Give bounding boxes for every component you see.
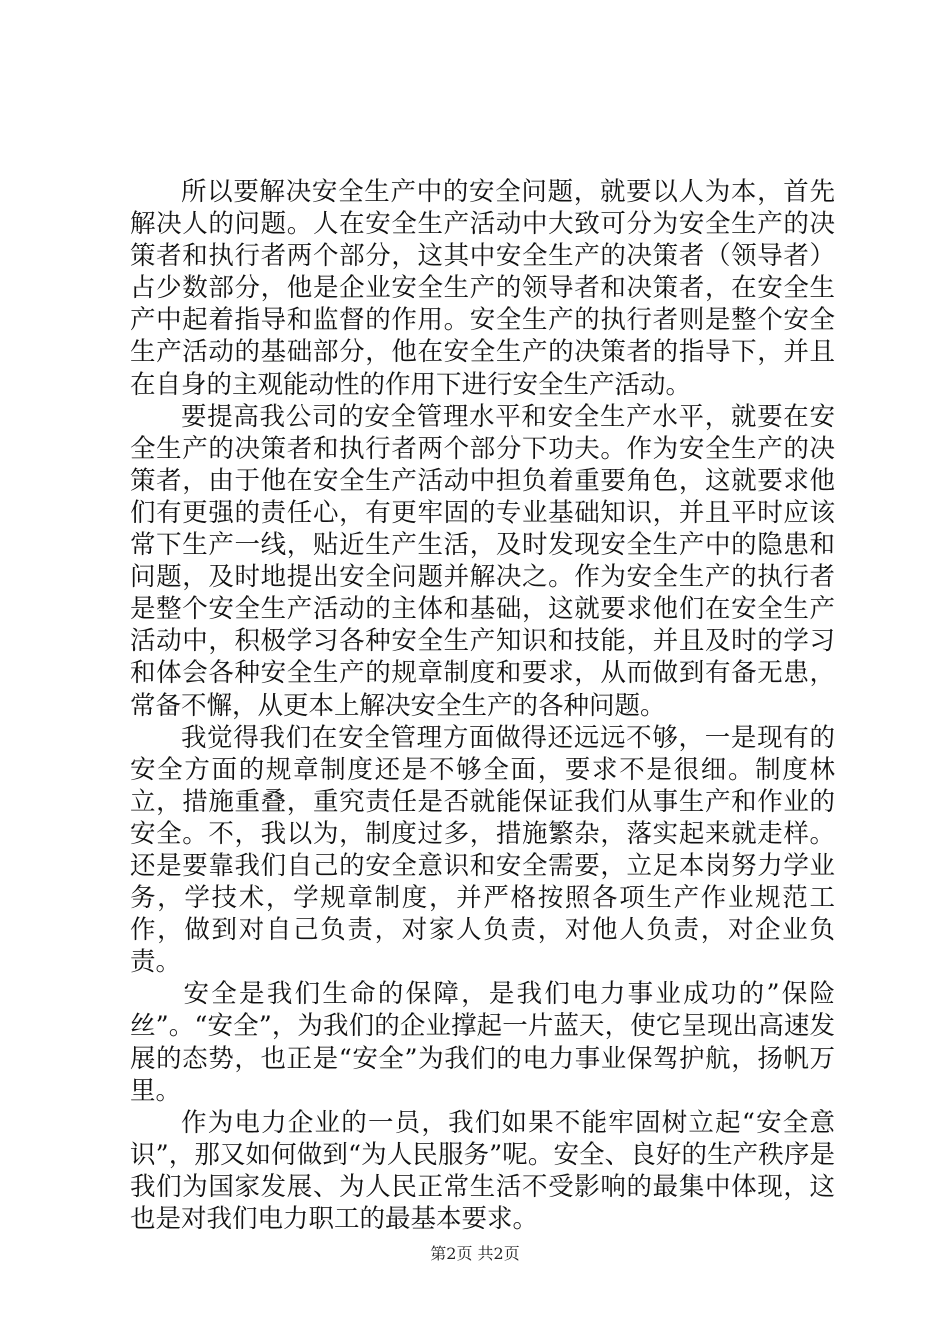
paragraph-4: 安全是我们生命的保障，是我们电力事业成功的”保险丝”。“安全”，为我们的企业撑起一片蓝天，使它呈现出高速发展的态势，也正是“安全”为我们的电力事业保驾护航，扬帆万里。 xyxy=(130,979,835,1106)
document-body xyxy=(130,176,835,1235)
paragraph-5: 作为电力企业的一员，我们如果不能牢固树立起“安全意识”，那又如何做到“为人民服务”呢。安全、良好的生产秩序是我们为国家发展、为人民正常生活不受影响的最集中体现，这也是对我们电力职工的最基本要求。 xyxy=(130,1107,835,1234)
paragraph-2: 要提高我公司的安全管理水平和安全生产水平，就要在安全生产的决策者和执行者两个部分下功夫。作为安全生产的决策者，由于他在安全生产活动中担负着重要角色，这就要求他们有更强的责任心，有更牢固的专业基础知识，并且平时应该常下生产一线，贴近生产生活，及时发现安全生产中的隐患和问题，及时地提出安全问题并解决之。作为安全生产的执行者是整个安全生产活动的主体和基础，这就要求他们在安全生产活动中，积极学习各种安全生产知识和技能，并且及时的学习和体会各种安全生产的规章制度和要求，从而做到有备无患，常备不懈，从更本上解决安全生产的各种问题。 xyxy=(130,401,835,721)
paragraph-3: 我觉得我们在安全管理方面做得还远远不够，一是现有的安全方面的规章制度还是不够全面，要求不是很细。制度林立，措施重叠，重究责任是否就能保证我们从事生产和作业的安全。不，我以为，制度过多，措施繁杂，落实起来就走样。还是要靠我们自己的安全意识和安全需要，立足本岗努力学业务，学技术，学规章制度，并严格按照各项生产作业规范工作，做到对自己负责，对家人负责，对他人负责，对企业负责。 xyxy=(130,722,835,978)
paragraph-1: 所以要解决安全生产中的安全问题，就要以人为本，首先解决人的问题。人在安全生产活动中大致可分为安全生产的决策者和执行者两个部分，这其中安全生产的决策者（领导者）占少数部分，他是企业安全生产的领导者和决策者，在安全生产中起着指导和监督的作用。安全生产的执行者则是整个安全生产活动的基础部分，他在安全生产的决策者的指导下，并且在自身的主观能动性的作用下进行安全生产活动。 xyxy=(130,177,835,400)
page-number-footer: 第2页 共2页 xyxy=(430,1244,520,1263)
